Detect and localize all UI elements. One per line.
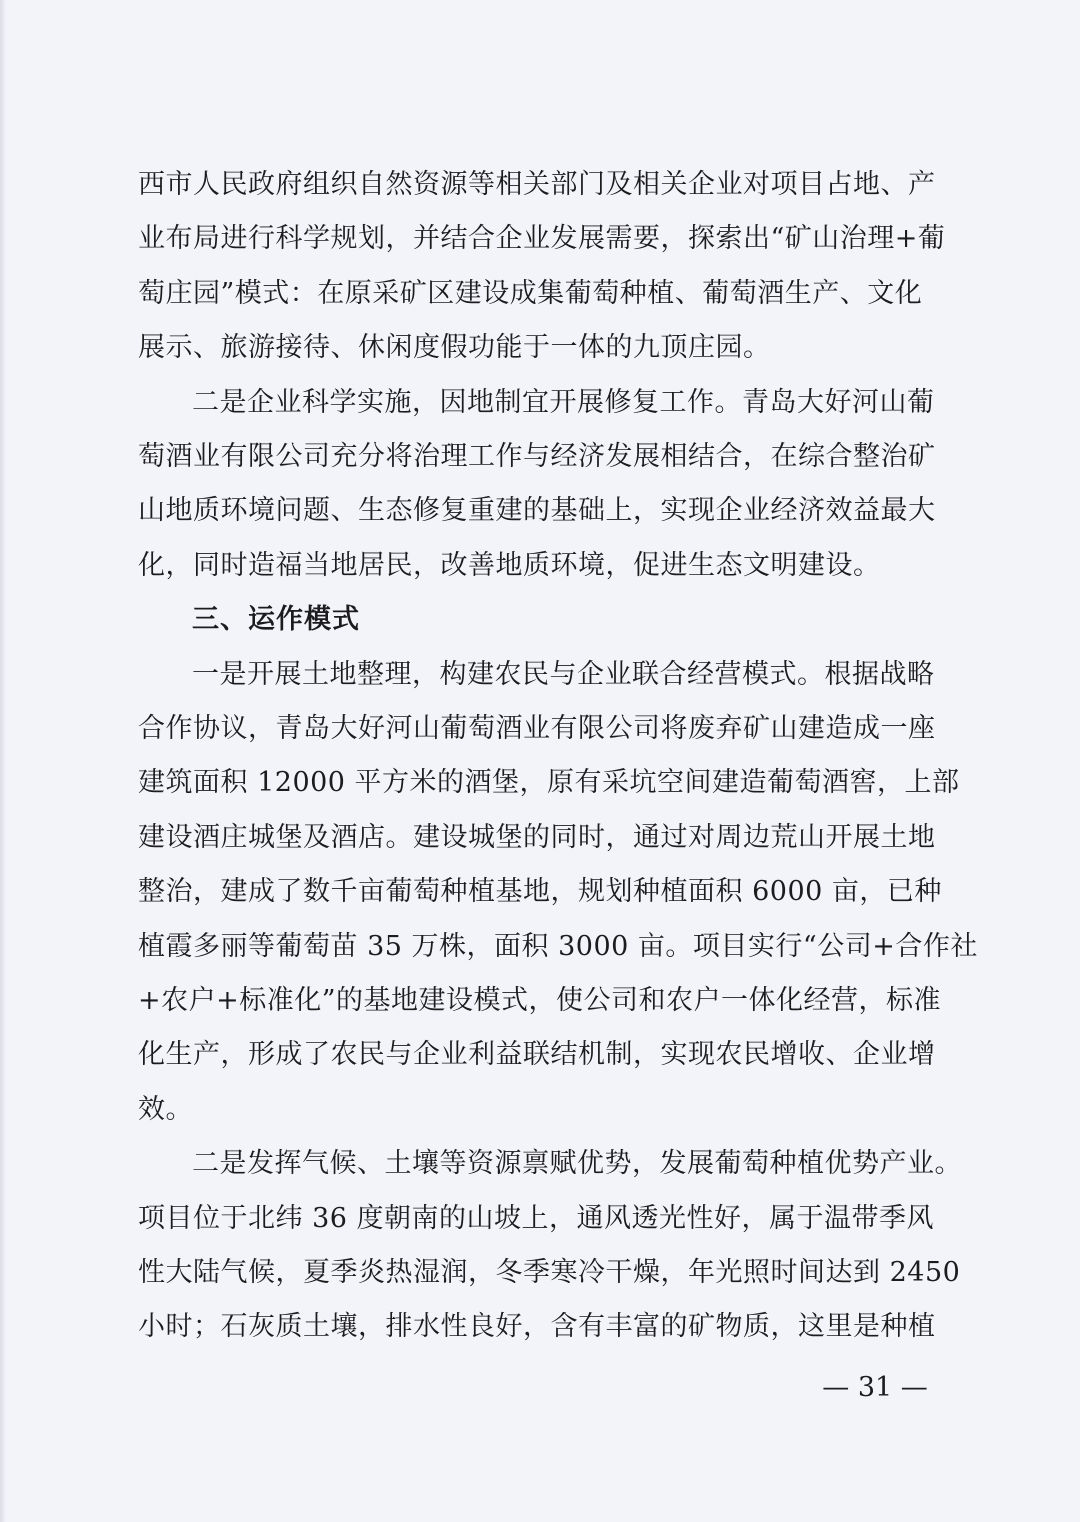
text-line: 山地质环境问题、生态修复重建的基础上，实现企业经济效益最大 bbox=[138, 495, 936, 526]
paragraph-first-line: 二是企业科学实施，因地制宜开展修复工作。青岛大好河山葡 bbox=[192, 387, 935, 418]
text-line: 展示、旅游接待、休闲度假功能于一体的九顶庄园。 bbox=[138, 332, 771, 363]
paragraph-first-line: 一是开展土地整理，构建农民与企业联合经营模式。根据战略 bbox=[192, 659, 935, 690]
text-line: 业布局进行科学规划，并结合企业发展需要，探索出“矿山治理+葡 bbox=[138, 223, 946, 254]
text-line: 建筑面积 12000 平方米的酒堡，原有采坑空间建造葡萄酒窖，上部 bbox=[138, 767, 960, 798]
page-number: — 31 — bbox=[822, 1372, 928, 1403]
text-line: 性大陆气候，夏季炎热湿润，冬季寒冷干燥，年光照时间达到 2450 bbox=[138, 1257, 961, 1288]
text-line: 合作协议，青岛大好河山葡萄酒业有限公司将废弃矿山建造成一座 bbox=[138, 713, 936, 744]
section-heading: 三、运作模式 bbox=[192, 604, 360, 635]
text-line: 萄酒业有限公司充分将治理工作与经济发展相结合，在综合整治矿 bbox=[138, 441, 936, 472]
paragraph-first-line: 二是发挥气候、土壤等资源禀赋优势，发展葡萄种植优势产业。 bbox=[192, 1148, 962, 1179]
text-line: 化，同时造福当地居民，改善地质环境，促进生态文明建设。 bbox=[138, 550, 881, 581]
text-line: +农户+标准化”的基地建设模式，使公司和农户一体化经营，标准 bbox=[138, 985, 942, 1016]
text-line: 西市人民政府组织自然资源等相关部门及相关企业对项目占地、产 bbox=[138, 169, 936, 200]
text-line: 萄庄园”模式：在原采矿区建设成集葡萄种植、葡萄酒生产、文化 bbox=[138, 278, 923, 309]
page-edge-shadow bbox=[0, 0, 6, 1522]
text-line: 整治，建成了数千亩葡萄种植基地，规划种植面积 6000 亩，已种 bbox=[138, 876, 942, 907]
text-line: 化生产，形成了农民与企业利益联结机制，实现农民增收、企业增 bbox=[138, 1039, 936, 1070]
text-line: 效。 bbox=[138, 1094, 193, 1125]
text-line: 小时；石灰质土壤，排水性良好，含有丰富的矿物质，这里是种植 bbox=[138, 1311, 936, 1342]
text-line: 植霞多丽等葡萄苗 35 万株，面积 3000 亩。项目实行“公司+合作社 bbox=[138, 931, 978, 962]
text-line: 项目位于北纬 36 度朝南的山坡上，通风透光性好，属于温带季风 bbox=[138, 1203, 935, 1234]
text-line: 建设酒庄城堡及酒店。建设城堡的同时，通过对周边荒山开展土地 bbox=[138, 822, 936, 853]
